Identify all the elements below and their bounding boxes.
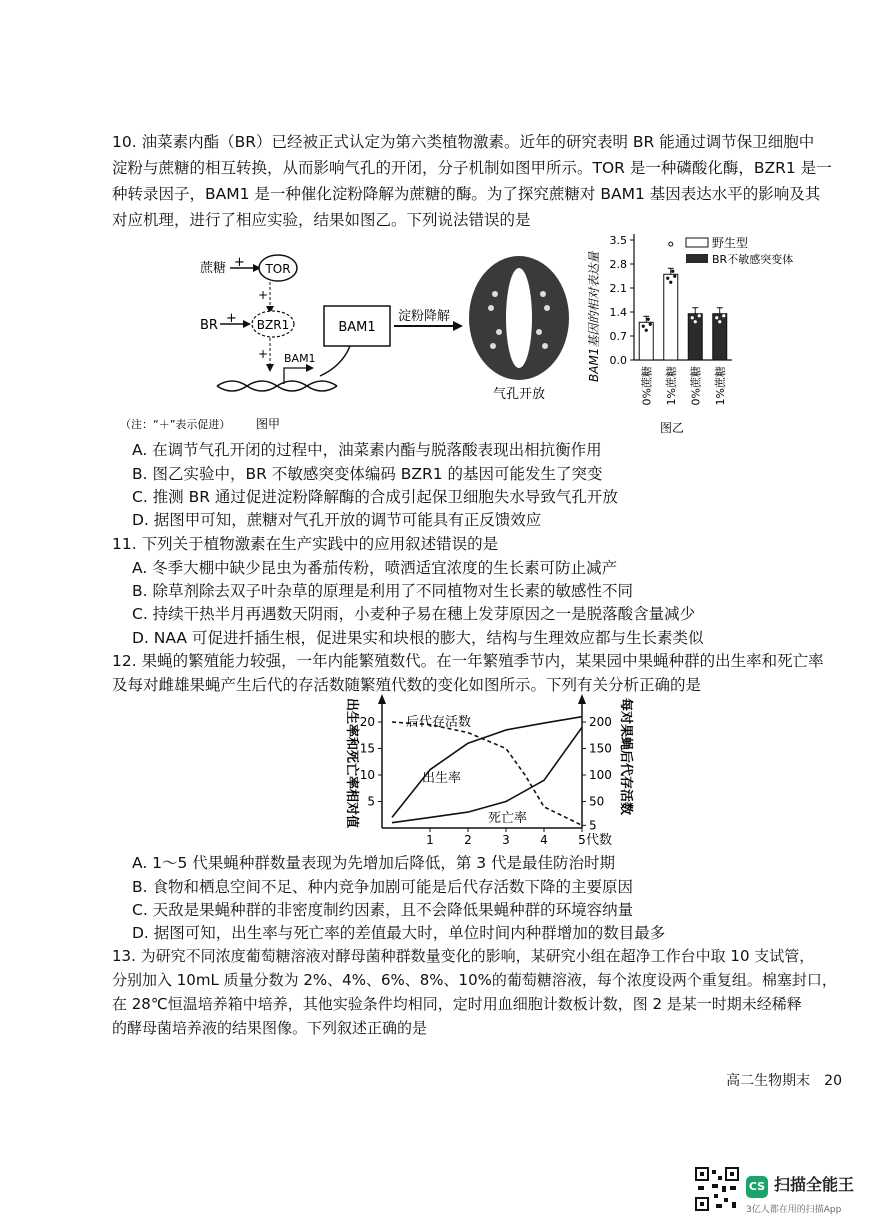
line-rtick-label: 100 <box>589 768 612 782</box>
bar-wildtype <box>664 274 678 360</box>
q10-line-2: 淀粉与蔗糖的相互转换，从而影响气孔的开闭，分子机制如图甲所示。TOR 是一种磷酸化酶，BZR1 是一 <box>112 159 832 177</box>
q12-line-chart <box>330 694 633 848</box>
line-x-axis-label: 代数 <box>586 833 613 848</box>
stoma-pore <box>506 268 532 368</box>
label-birth-rate: 出生率 <box>422 771 462 786</box>
sucrose-label: 蔗糖 <box>200 261 227 276</box>
figure-yi-bar-chart <box>584 228 844 440</box>
q11-option-c: C. 持续干热半月再遇数天阴雨，小麦种子易在穗上发芽原因之一是脱落酸含量减少 <box>132 605 696 623</box>
q10-option-d: D. 据图甲可知，蔗糖对气孔开放的调节可能具有正反馈效应 <box>132 511 542 529</box>
bar-dot <box>698 314 701 317</box>
line-ltick-label: 15 <box>359 741 375 756</box>
line-xtick-label: 1 <box>426 833 434 847</box>
camscanner-logo: CS <box>746 1176 768 1198</box>
legend-swatch-wt <box>686 238 708 247</box>
q13-line-3: 在 28℃恒温培养箱中培养，其他实验条件均相同，定时用血细胞计数板计数，图 2 是某一时期未经稀释 <box>112 995 802 1013</box>
line-rtick-label: 200 <box>589 715 612 729</box>
line-ltick-label: 5 <box>367 794 375 809</box>
bar-category-label: 0%蔗糖 <box>640 366 654 406</box>
bam1-box-label: BAM1 <box>338 320 376 335</box>
line-xtick-label: 2 <box>464 833 472 847</box>
bar-dot <box>647 318 650 321</box>
q11-option-a: A. 冬季大棚中缺少昆虫为番茄传粉，喷洒适宜浓度的生长素可防止减产 <box>132 559 618 577</box>
line-ltick-label: 20 <box>359 715 375 729</box>
q11-option-b: B. 除草剂除去双子叶杂草的原理是利用了不同植物对生长素的敏感性不同 <box>132 582 633 600</box>
legend-wt-label: 野生型 <box>712 236 749 250</box>
bar-category-label: 1%蔗糖 <box>713 366 727 406</box>
q13-line-4: 的酵母菌培养液的结果图像。下列叙述正确的是 <box>112 1019 428 1037</box>
bar-ytick-label: 1.4 <box>609 306 627 319</box>
legend-swatch-mut <box>686 254 708 263</box>
qr-code-icon <box>694 1166 740 1212</box>
bar-y-axis-label: BAM1基因的相对表达量 <box>587 251 601 382</box>
stoma-label: 气孔开放 <box>492 387 546 402</box>
line-rtick-label: 5 <box>589 818 597 833</box>
line-series-2 <box>392 722 582 825</box>
line-ltick-label: 10 <box>359 768 375 782</box>
bar-dot <box>671 270 674 273</box>
arrow-label: 淀粉降解 <box>398 309 451 324</box>
q12-option-d: D. 据图可知，出生率与死亡率的差值最大时，单位时间内种群增加的数目最多 <box>132 924 666 942</box>
caption-yi: 图乙 <box>660 421 685 435</box>
plus-sign-1: + <box>234 255 245 270</box>
plus-sign-3: + <box>226 311 237 326</box>
bar-dot <box>691 316 694 319</box>
bar-ytick-label: 2.1 <box>609 282 627 295</box>
bar-dot <box>722 314 725 317</box>
plus-sign-2: + <box>258 288 269 302</box>
bar-ytick-label: 0.7 <box>609 330 627 343</box>
bar-dot <box>669 281 672 284</box>
q12-line-2: 及每对雌雄果蝇产生后代的存活数随繁殖代数的变化如图所示。下列有关分析正确的是 <box>112 676 702 694</box>
plus-sign-4: + <box>258 347 269 361</box>
bar-ytick-label: 3.5 <box>609 234 627 247</box>
bar-dot <box>696 309 699 312</box>
q10-option-a: A. 在调节气孔开闭的过程中，油菜素内酯与脱落酸表现出相抗衡作用 <box>132 441 602 459</box>
line-rtick-label: 150 <box>589 741 612 756</box>
q10-line-1: 10. 油菜素内酯（BR）已经被正式认定为第六类植物激素。近年的研究表明 BR 能通过调节保卫细胞中 <box>112 133 815 151</box>
bar-dot <box>694 320 697 323</box>
dna-strand-2 <box>217 381 337 391</box>
scanner-app-name: 扫描全能王 <box>774 1175 855 1194</box>
q13-line-1: 13. 为研究不同浓度葡萄糖溶液对酵母菌种群数量变化的影响，某研究小组在超净工作台中取 10 支试管， <box>112 947 815 965</box>
q10-option-b: B. 图乙实验中，BR 不敏感突变体编码 BZR1 的基因可能发生了突变 <box>132 465 603 483</box>
bar-dot <box>720 309 723 312</box>
bar-dot <box>649 323 652 326</box>
br-label: BR <box>200 318 218 333</box>
note-text: （注：“＋”表示促进） <box>120 418 231 431</box>
bar-dot <box>642 325 645 328</box>
bar-ytick-label: 0.0 <box>609 354 627 367</box>
caption-jia: 图甲 <box>256 417 281 431</box>
line-series-1 <box>392 727 582 822</box>
line-xtick-label: 5 <box>578 833 586 847</box>
page-footer: 高二生物期末 20 <box>726 1073 842 1089</box>
bar-outlier <box>669 242 673 246</box>
bar-ytick-label: 2.8 <box>609 258 627 271</box>
label-death-rate: 死亡率 <box>488 811 528 826</box>
bar-dot <box>645 329 648 332</box>
q12-option-c: C. 天敌是果蝇种群的非密度制约因素，且不会降低果蝇种群的环境容纳量 <box>132 901 634 919</box>
q13-line-2: 分别加入 10mL 质量分数为 2%、4%、6%、8%、10%的葡萄糖溶液，每个浓度设两个重复组。棉塞封口， <box>112 971 837 989</box>
bar-dot <box>718 320 721 323</box>
line-xtick-label: 4 <box>540 833 548 847</box>
bar-category-label: 0%蔗糖 <box>689 366 703 406</box>
q12-line-1: 12. 果蝇的繁殖能力较强，一年内能繁殖数代。在一年繁殖季节内，某果园中果蝇种群的出生率和死亡率 <box>112 652 824 670</box>
line-rtick-label: 50 <box>589 794 605 809</box>
bar-category-label: 1%蔗糖 <box>664 366 678 406</box>
line-xtick-label: 3 <box>502 833 510 847</box>
label-survival: 后代存活数 <box>406 715 472 730</box>
bzr1-label: BZR1 <box>256 318 290 332</box>
q11-option-d: D. NAA 可促进扦插生根，促进果实和块根的膨大，结构与生理效应都与生长素类似 <box>132 629 704 647</box>
q12-option-a: A. 1～5 代果蝇种群数量表现为先增加后降低，第 3 代是最佳防治时期 <box>132 854 616 872</box>
line-right-axis-label: 每对果蝇后代存活数 <box>618 698 633 816</box>
q10-line-4: 对应机理，进行了相应实验，结果如图乙。下列说法错误的是 <box>112 211 531 229</box>
bar-dot <box>666 277 669 280</box>
scanner-app-subtitle: 3亿人都在用的扫描App <box>746 1205 842 1215</box>
figure-jia <box>112 236 602 436</box>
q10-line-3: 种转录因子，BAM1 是一种催化淀粉降解为蔗糖的酶。为了探究蔗糖对 BAM1 基因表达水平的影响及其 <box>112 185 821 203</box>
q10-option-c: C. 推测 BR 通过促进淀粉降解酶的合成引起保卫细胞失水导致气孔开放 <box>132 488 618 506</box>
q11-stem: 11. 下列关于植物激素在生产实践中的应用叙述错误的是 <box>112 535 499 553</box>
bam1-gene-label: BAM1 <box>284 352 316 365</box>
legend-mut-label: BR不敏感突变体 <box>712 253 794 266</box>
bar-wildtype <box>639 322 653 360</box>
tor-label: TOR <box>265 262 291 276</box>
line-left-axis-label: 出生率和死亡率相对值 <box>344 698 359 829</box>
bar-dot <box>673 275 676 278</box>
q12-option-b: B. 食物和栖息空间不足、种内竞争加剧可能是后代存活数下降的主要原因 <box>132 878 633 896</box>
bar-dot <box>715 316 718 319</box>
